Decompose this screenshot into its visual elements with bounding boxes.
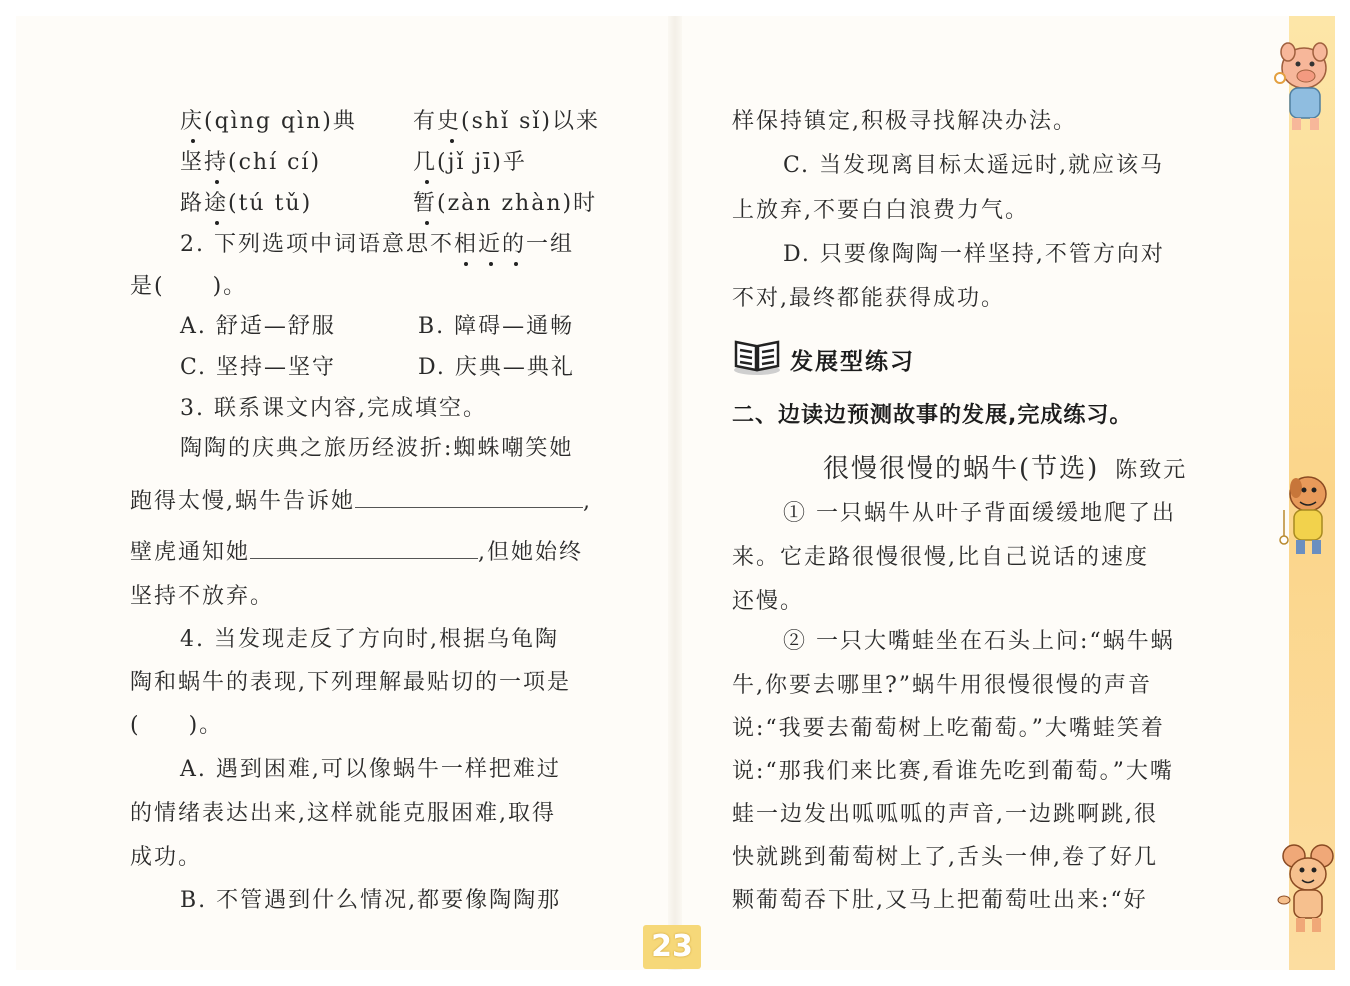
- q3-line2-pre: 跑得太慢,蜗牛告诉她: [130, 489, 355, 514]
- emphasis-dot: [215, 221, 219, 225]
- emphasis-dot: [215, 180, 219, 184]
- q2-option-d: D. 庆典—典礼: [418, 355, 575, 380]
- emphasis-dot: [514, 262, 518, 266]
- pinyin-item-2a: 坚持(chí cí): [180, 150, 322, 175]
- pinyin-item-2b: 几(jǐ jī)乎: [413, 150, 527, 175]
- q3-line3: [130, 540, 583, 566]
- pig-mascot-icon: [1268, 38, 1334, 134]
- q2-option-c: C. 坚持—坚守: [180, 355, 337, 380]
- q4-option-d-line1: D. 只要像陶陶一样坚持,不管方向对: [783, 242, 1165, 267]
- p2-line6: 快就跳到葡萄树上了,舌头一伸,卷了好几: [732, 845, 1158, 870]
- q4-option-a-line1: A. 遇到困难,可以像蜗牛一样把难过: [180, 757, 561, 782]
- q4-option-b-line2: 样保持镇定,积极寻找解决办法。: [732, 109, 1077, 134]
- story-title-row: [823, 448, 1187, 485]
- q3-line3-pre: 壁虎通知她: [130, 540, 251, 565]
- emphasis-dot: [191, 139, 195, 143]
- q3-line4: 坚持不放弃。: [130, 584, 275, 609]
- pinyin-item-3a: 路途(tú tǔ): [180, 191, 313, 216]
- p2-line4: 说:“那我们来比赛,看谁先吃到葡萄。”大嘴: [732, 759, 1174, 784]
- pinyin-item-3b: 暂(zàn zhàn)时: [413, 191, 598, 216]
- pinyin-item-1b: 有史(shǐ sǐ)以来: [413, 109, 600, 134]
- q2-line1: 2. 下列选项中词语意思不相近的一组: [180, 232, 574, 257]
- fill-blank-2[interactable]: [250, 540, 478, 559]
- q4-option-b-line1: B. 不管遇到什么情况,都要像陶陶那: [180, 888, 562, 913]
- book-gutter: [668, 16, 682, 970]
- p1-line1: ① 一只蜗牛从叶子背面缓缓地爬了出: [783, 501, 1176, 526]
- p2-line2: 牛,你要去哪里?”蜗牛用很慢很慢的声音: [732, 673, 1153, 698]
- dog-mascot-icon: [1274, 470, 1334, 560]
- pinyin-item-1a: 庆(qìng qìn)典: [180, 109, 357, 134]
- q4-option-d-line2: 不对,最终都能获得成功。: [732, 286, 1005, 311]
- p1-line2: 来。它走路很慢很慢,比自己说话的速度: [732, 545, 1149, 570]
- book-icon: [732, 336, 782, 376]
- q4-line3: ( )。: [130, 713, 224, 738]
- page-number: 23: [643, 925, 701, 969]
- q2-line2: 是( )。: [130, 274, 248, 299]
- q4-option-a-line3: 成功。: [130, 845, 203, 870]
- q4-option-c-line1: C. 当发现离目标太遥远时,就应该马: [783, 153, 1165, 178]
- emphasis-dot: [464, 262, 468, 266]
- q3-line1: 陶陶的庆典之旅历经波折:蜘蛛嘲笑她: [180, 436, 574, 461]
- q3-line2-post: ,: [583, 489, 592, 514]
- p2-line7: 颗葡萄吞下肚,又马上把葡萄吐出来:“好: [732, 888, 1148, 913]
- emphasis-dot: [425, 180, 429, 184]
- q4-option-c-line2: 上放弃,不要白白浪费力气。: [732, 198, 1029, 223]
- p2-line5: 蛙一边发出呱呱呱的声音,一边跳啊跳,很: [732, 802, 1158, 827]
- mouse-mascot-icon: [1274, 840, 1334, 936]
- q3-line2: [130, 489, 592, 515]
- p2-line3: 说:“我要去葡萄树上吃葡萄。”大嘴蛙笑着: [732, 716, 1165, 741]
- emphasis-dot: [489, 262, 493, 266]
- emphasis-dot: [425, 221, 429, 225]
- q3-line3-post: ,但她始终: [478, 540, 584, 565]
- section-2-title: 二、边读边预测故事的发展,完成练习。: [732, 403, 1133, 428]
- q2-option-a: A. 舒适—舒服: [180, 314, 336, 339]
- emphasis-dot: [450, 139, 454, 143]
- p1-line3: 还慢。: [732, 589, 805, 614]
- p2-line1: ② 一只大嘴蛙坐在石头上问:“蜗牛蜗: [783, 629, 1175, 654]
- section-heading: 发展型练习: [790, 349, 915, 375]
- story-author: 陈致元: [1115, 458, 1188, 483]
- q4-option-a-line2: 的情绪表达出来,这样就能克服困难,取得: [130, 801, 556, 826]
- q3-title: 3. 联系课文内容,完成填空。: [180, 396, 487, 421]
- story-title: 很慢很慢的蜗牛(节选): [823, 454, 1100, 484]
- fill-blank-1[interactable]: [355, 489, 583, 508]
- q2-option-b: B. 障碍—通畅: [418, 314, 575, 339]
- q4-line1: 4. 当发现走反了方向时,根据乌龟陶: [180, 627, 559, 652]
- q4-line2: 陶和蜗牛的表现,下列理解最贴切的一项是: [130, 670, 571, 695]
